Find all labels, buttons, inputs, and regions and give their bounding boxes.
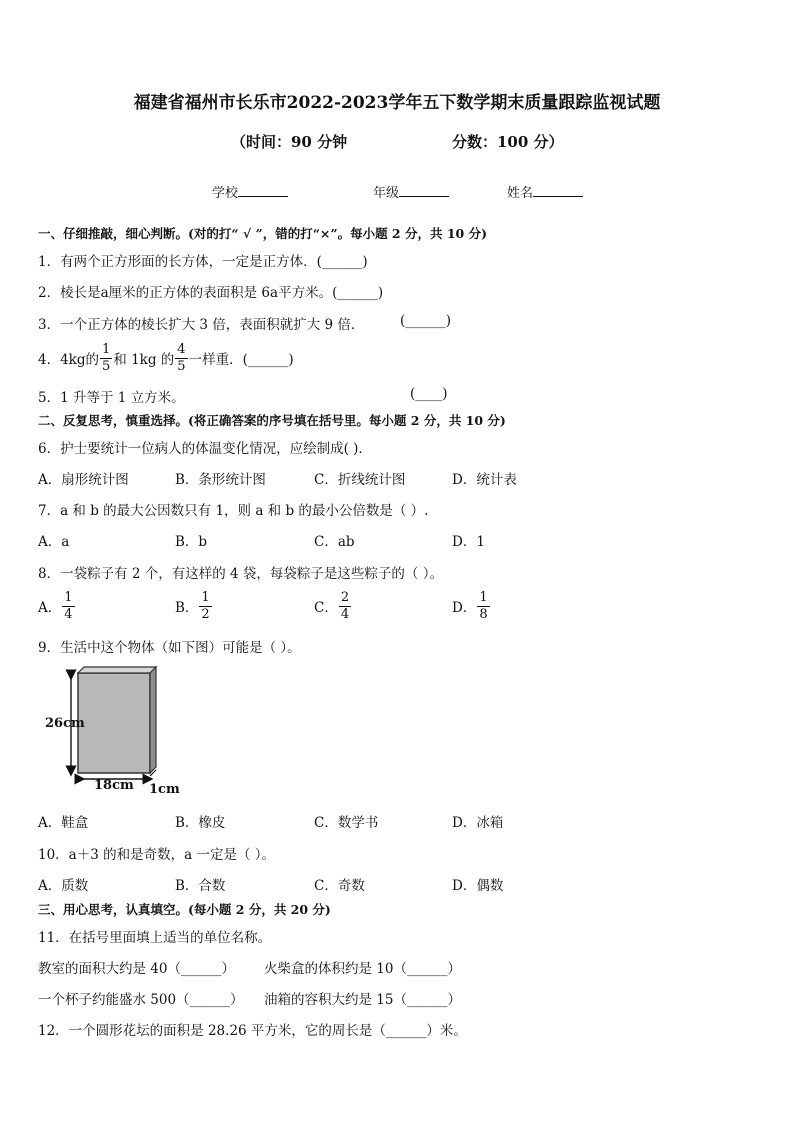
option-fraction [339,590,351,623]
fraction-numerator: 1 [102,341,111,357]
grade-blank[interactable] [399,196,449,197]
fraction-denominator: 5 [102,358,111,374]
question-2: 2．棱长是a厘米的正方体的表面积是 6a平方米。(______) [38,285,384,301]
school-blank[interactable] [238,196,288,197]
exam-time: （时间：90 分钟 [231,133,348,151]
fraction-denominator: 8 [479,606,488,622]
fraction-denominator: 5 [177,358,186,374]
option-label: A． [38,600,62,616]
question-11-c[interactable]: 一个杯子约能盛水 500（______） [38,992,244,1008]
height-label: 26cm [45,716,85,731]
fraction-numerator: 2 [340,589,350,605]
page-title: 福建省福州市长乐市2022-2023学年五下数学期末质量跟踪监视试题 [133,93,661,113]
question-4-text-a: 4．4kg的 [38,352,100,368]
question-4 [38,340,294,376]
question-8: 8．一袋粽子有 2 个，有这样的 4 袋，每袋粽子是这些粽子的（ ）。 [38,566,443,582]
q8-option-d[interactable] [452,588,491,624]
fraction-numerator: 4 [177,341,186,357]
name-label: 姓名 [507,186,534,201]
question-7: 7．a 和 b 的最大公因数只有 1，则 a 和 b 的最小公倍数是（ ）. [38,503,429,519]
school-label: 学校 [212,186,239,201]
question-4-text-c: 一样重．(______) [188,352,294,368]
question-11-b[interactable]: 火柴盒的体积约是 10（______） [264,961,461,977]
question-9: 9．生活中这个物体（如下图）可能是（ ）。 [38,640,301,656]
question-11-d[interactable]: 油箱的容积大约是 15（______） [264,992,461,1008]
book-side-face [150,667,156,773]
name-blank[interactable] [533,196,583,197]
fraction-denominator: 4 [64,606,73,622]
q6-option-b[interactable]: B．条形统计图 [175,472,266,488]
option-fraction [199,590,211,623]
q9-option-a[interactable]: A．鞋盒 [38,815,89,831]
q7-option-d[interactable]: D．1 [452,534,485,550]
grade-label: 年级 [373,186,400,201]
question-6: 6．护士要统计一位病人的体温变化情况，应绘制成( )． [38,441,372,457]
option-fraction [477,590,489,623]
q10-option-a[interactable]: A．质数 [38,878,89,894]
fraction-numerator: 1 [64,589,73,605]
question-4-text-b: 和 1kg 的 [113,352,175,368]
q9-option-c[interactable]: C．数学书 [314,815,379,831]
question-5: 5．1 升等于 1 立方米。 [38,390,185,406]
q10-option-d[interactable]: D．偶数 [452,878,504,894]
option-label: C． [314,600,338,616]
q6-option-a[interactable]: A．扇形统计图 [38,472,129,488]
section3-heading: 三、用心思考，认真填空。(每小题 2 分，共 20 分) [38,902,331,917]
q6-option-d[interactable]: D．统计表 [452,472,517,488]
question-1: 1．有两个正方形面的长方体，一定是正方体．(______) [38,254,368,270]
option-fraction [62,590,74,623]
name-field [507,182,583,201]
q7-option-a[interactable]: A．a [38,534,70,550]
q10-option-c[interactable]: C．奇数 [314,878,365,894]
fraction-numerator: 1 [479,589,488,605]
section1-heading: 一、仔细推敲，细心判断。(对的打“ √ ”，错的打“×”。每小题 2 分，共 10 分) [38,226,487,241]
question-11: 11．在括号里面填上适当的单位名称。 [38,930,272,946]
option-label: B． [175,600,199,616]
grade-field [373,182,449,201]
question-10: 10．a＋3 的和是奇数，a 一定是（ ）。 [38,847,275,863]
width-label: 18cm [94,778,134,793]
option-label: D． [452,600,477,616]
exam-score: 分数：100 分） [452,133,564,151]
fraction-numerator: 1 [201,589,210,605]
q8-option-b[interactable] [175,588,213,624]
q8-option-a[interactable] [38,588,76,624]
question-3-blank[interactable]: (______) [400,313,452,329]
book-top-face [78,667,156,673]
question-12[interactable]: 12．一个圆形花坛的面积是 28.26 平方米，它的周长是（______）米。 [38,1023,467,1039]
q6-option-c[interactable]: C．折线统计图 [314,472,406,488]
book-front-face [78,673,150,773]
fraction-four-fifths [175,342,187,375]
q7-option-b[interactable]: B．b [175,534,208,550]
fraction-denominator: 2 [201,606,210,622]
question-3: 3．一个正方体的棱长扩大 3 倍，表面积就扩大 9 倍． [38,317,365,333]
fraction-denominator: 4 [340,606,350,622]
depth-label: 1cm [149,782,180,797]
q8-option-c[interactable] [314,588,352,624]
q9-option-d[interactable]: D．冰箱 [452,815,504,831]
q10-option-b[interactable]: B．合数 [175,878,226,894]
section2-heading: 二、反复思考，慎重选择。(将正确答案的序号填在括号里。每小题 2 分，共 10 分) [38,413,506,428]
q7-option-c[interactable]: C．ab [314,534,355,550]
fraction-one-fifth [100,342,112,375]
q9-option-b[interactable]: B．橡皮 [175,815,226,831]
question-11-a[interactable]: 教室的面积大约是 40（______） [38,961,235,977]
question-5-blank[interactable]: (____) [410,386,448,402]
school-field [212,182,288,201]
